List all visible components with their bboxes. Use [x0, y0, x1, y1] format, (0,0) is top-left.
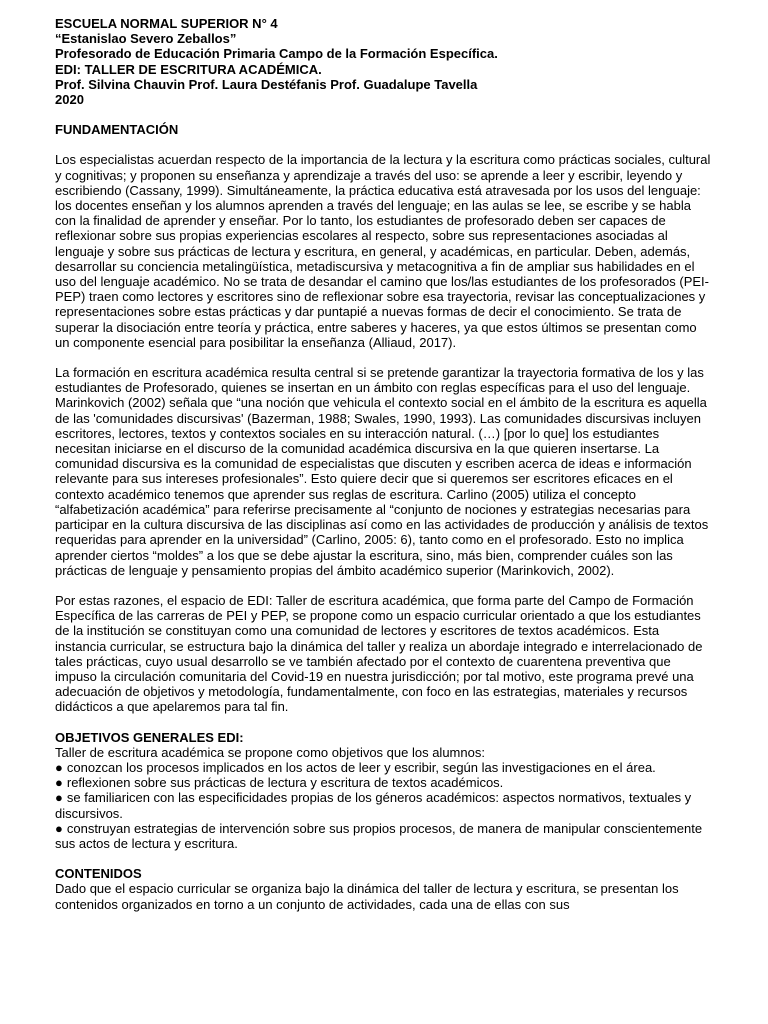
section-contenidos	[55, 866, 712, 912]
year: 2020	[55, 92, 84, 108]
list-item-text: conozcan los procesos implicados en los actos de leer y escribir, según las investigaciones en el área.	[66, 759, 656, 775]
section-heading: OBJETIVOS GENERALES EDI:	[55, 729, 244, 745]
school-patron: “Estanislao Severo Zeballos”	[55, 31, 237, 47]
professors: Prof. Silvina Chauvin Prof. Laura Destéfanis Prof. Guadalupe Tavella	[55, 76, 478, 92]
list-item	[55, 760, 712, 775]
bullet-icon: ●	[55, 775, 63, 791]
list-item-text: construyan estrategias de intervención sobre sus propios procesos, de manera de manipular conscientemente sus actos de lectura y escritura.	[55, 820, 703, 851]
course-name: EDI: TALLER DE ESCRITURA ACADÉMICA.	[55, 61, 322, 77]
paragraph: Dado que el espacio curricular se organiza bajo la dinámica del taller de lectura y escritura, se presentan los contenidos organizados en torno a un conjunto de actividades, cada una de ellas con sus	[55, 881, 679, 912]
spacer	[55, 107, 712, 122]
program-name: Profesorado de Educación Primaria Campo de la Formación Específica.	[55, 46, 498, 62]
list-item	[55, 821, 712, 851]
objetivos-list	[55, 760, 712, 851]
school-name: ESCUELA NORMAL SUPERIOR N° 4	[55, 16, 278, 31]
list-item	[55, 775, 712, 790]
spacer	[55, 851, 712, 866]
document-header	[55, 16, 712, 107]
section-objetivos	[55, 730, 712, 852]
spacer	[55, 350, 712, 365]
spacer	[55, 578, 712, 593]
list-item-text: reflexionen sobre sus prácticas de lectura y escritura de textos académicos.	[66, 775, 504, 791]
list-item	[55, 790, 712, 820]
section-heading: FUNDAMENTACIÓN	[55, 122, 179, 138]
list-item-text: se familiaricen con las especificidades propias de los géneros académicos: aspectos normativos, textuales y discursivos.	[55, 790, 692, 821]
paragraph: Por estas razones, el espacio de EDI: Taller de escritura académica, que forma parte del Campo de Formación Específica de las carreras de PEI y PEP, se propone como un espacio curricular orientado a que los estudiantes de la institución se constituyan como una comunidad de lectores y escritores de textos académicos. Esta instancia curricular, se estructura bajo la dinámica del taller y realiza un abordaje integrado e interrelacionado de tales prácticas, cuyo usual desarrollo se ve también afectado por el contexto de cuarentena preventiva que impuso la circulación comunitaria del Covid-19 en nuestra jurisdicción; por tal motivo, este programa prevé una adecuación de objetivos y metodología, fundamentalmente, con foco en las estrategias, materiales y recursos didácticos a que apelaremos para tal fin.	[55, 592, 703, 715]
spacer	[55, 137, 712, 152]
section-fundamentacion	[55, 122, 712, 714]
spacer	[55, 715, 712, 730]
section-heading: CONTENIDOS	[55, 866, 142, 882]
paragraph: Los especialistas acuerdan respecto de la importancia de la lectura y la escritura como prácticas sociales, cultural y cognitivas; y proponen su enseñanza y aprendizaje a través del uso: se aprende a leer y escribir, leyendo y escribiendo (Cassany, 1999). Simultáneamente, la práctica educativa está atravesada por los usos del lenguaje: los docentes enseñan y los alumnos aprenden a través del lenguaje; en las aulas se lee, se escribe y se habla con la finalidad de aprender y enseñar. Por lo tanto, los estudiantes de profesorado deben ser capaces de reflexionar sobre sus propias experiencias escolares al respecto, sobre sus representaciones asociadas al lenguaje y sobre sus prácticas de lectura y escritura, en general, y académicas, en particular. Deben, además, desarrollar su conciencia metalingüística, metadiscursiva y metacognitiva a fin de ampliar sus habilidades en el uso del lenguaje académico. No se trata de desandar el camino que los/las estudiantes de los profesorados (PEI-PEP) traen como lectores y escritores sino de reflexionar sobre esa trayectoria, revisar las conceptualizaciones y representaciones sobre estas prácticas y dar puntapié a nuevas formas de decir el conocimiento. Se trata de superar la disociación entre teoría y práctica, entre saberes y haceres, ya que estos últimos se presentan como un componente esencial para posibilitar la enseñanza (Alliaud, 2017).	[55, 152, 711, 350]
objetivos-intro: Taller de escritura académica se propone como objetivos que los alumnos:	[55, 744, 485, 760]
bullet-icon: ●	[55, 820, 63, 836]
bullet-icon: ●	[55, 790, 63, 806]
bullet-icon: ●	[55, 759, 63, 775]
paragraph: La formación en escritura académica resulta central si se pretende garantizar la trayectoria formativa de los y las estudiantes de Profesorado, quienes se insertan en un ámbito con reglas específicas para el uso del lenguaje. Marinkovich (2002) señala que “una noción que vehicula el contexto social en el ámbito de la escritura es aquella de las 'comunidades discursivas' (Bazerman, 1988; Swales, 1990, 1993). Las comunidades discursivas incluyen escritores, lectores, textos y contextos sociales en su interacción natural. (…) [por lo que] los estudiantes necesitan iniciarse en el discurso de la comunidad académica discursiva en la que quieren insertarse. La comunidad discursiva es la comunidad de especialistas que discuten y escriben acerca de ideas e información relevante para sus intereses profesionales”. Esto quiere decir que si queremos ser escritores eficaces en el contexto académico tenemos que aprender sus reglas de escritura. Carlino (2005) utiliza el concepto “alfabetización académica” para referirse precisamente al “conjunto de nociones y estrategias necesarias para participar en la cultura discursiva de las disciplinas así como en las actividades de producción y análisis de textos requeridas para aprender en la universidad” (Carlino, 2005: 6), tanto como en el profesorado. Esto no implica aprender ciertos “moldes” a los que se debe ajustar la escritura, sino, más bien, comprender cuáles son las prácticas de lenguaje y pensamiento propias del ámbito académico superior (Marinkovich, 2002).	[55, 365, 709, 578]
